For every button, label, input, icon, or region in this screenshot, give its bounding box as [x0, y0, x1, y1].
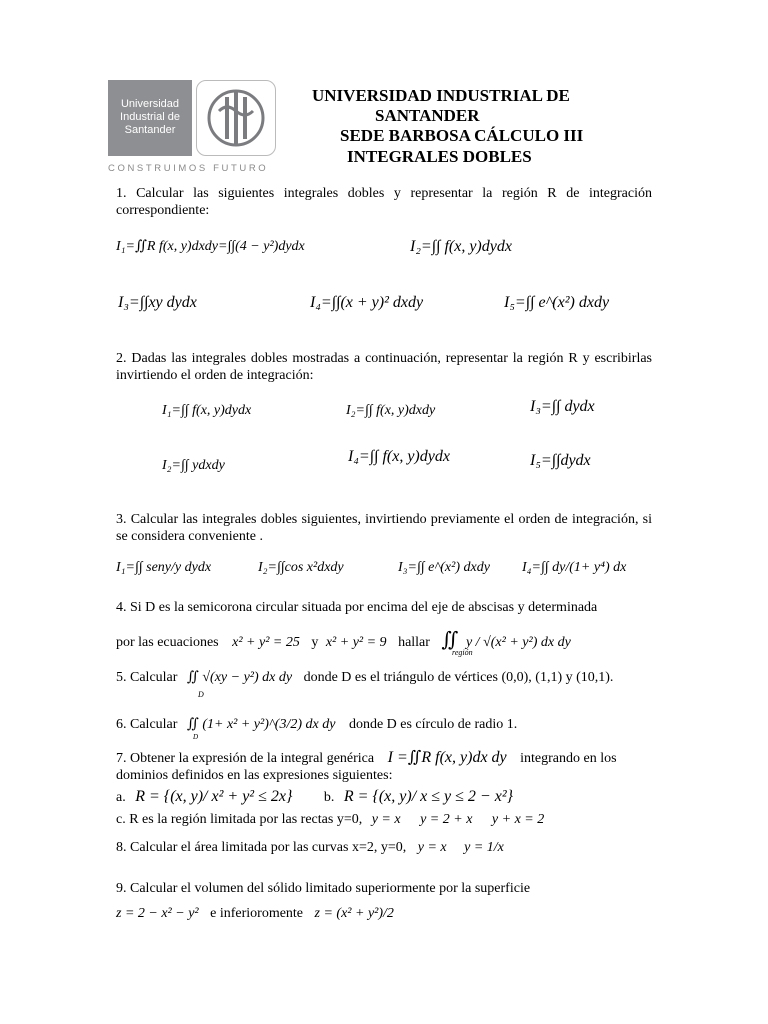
q5-line: [116, 669, 613, 686]
q7-c-eq-3: y + x = 2: [491, 812, 545, 827]
q9-text: 9. Calcular el volumen del sólido limitado superiormente por la superficie: [116, 881, 531, 896]
q3-integral-2: I₂=∫∫cos x²dxdy: [258, 560, 344, 575]
q7-line-1: [116, 747, 617, 767]
q3-integral-4: I₄=∫∫ dy/(1+ y⁴) dx: [522, 560, 627, 575]
q4-text: 4. Si D es la semicorona circular situada por encima del eje de abscisas y determinada: [116, 600, 598, 615]
q2-integral-2: I₂=∫∫ f(x, y)dxdy: [346, 403, 436, 418]
q1-integral-3: I₃=∫∫xy dydx: [118, 294, 197, 311]
logo-line-1: Universidad: [120, 98, 180, 110]
q4-line-2: [116, 627, 571, 652]
university-logo-name-block: [108, 80, 192, 156]
logo-tagline: CONSTRUIMOS FUTURO: [108, 163, 269, 174]
q3-text: 3. Calcular las integrales dobles siguientes, invirtiendo previamente el orden de integración, si se considera conveniente .: [116, 512, 652, 544]
q8-text: 8. Calcular el área limitada por las curvas x=2, y=0,: [116, 840, 407, 855]
q3-integral-3: I₃=∫∫ e^(x²) dxdy: [398, 560, 490, 575]
uis-emblem-icon: [197, 81, 275, 155]
q7-integral: I =∬R f(x, y)dx dy: [387, 749, 507, 766]
q8-line: [116, 840, 504, 856]
q2-text: 2. Dadas las integrales dobles mostradas a continuación, representar la región R y escribirlas invirtiendo el orden de integración:: [116, 351, 652, 383]
q4-double-integral-icon: ∬: [441, 629, 459, 651]
q7-text-2: integrando en los: [520, 751, 617, 766]
logo-line-3: Santander: [124, 124, 176, 136]
q7-c-eq-2: y = 2 + x: [420, 812, 473, 827]
q2-integral-2b: I₂=∫∫ ydxdy: [162, 458, 225, 473]
header-line-2: SANTANDER: [375, 106, 480, 125]
logo-line-2: Industrial de: [120, 111, 180, 123]
q7-c-text: c. R es la región limitada por las rectas y=0,: [116, 812, 363, 827]
q5-rest: donde D es el triángulo de vértices (0,0), (1,1) y (10,1).: [303, 670, 614, 685]
q6-rest: donde D es círculo de radio 1.: [348, 717, 518, 732]
q8-eq-2: y = 1/x: [464, 840, 504, 855]
logo-text: [108, 98, 192, 137]
q7-text: 7. Obtener la expresión de la integral genérica: [116, 751, 375, 766]
header-line-1: UNIVERSIDAD INDUSTRIAL DE: [312, 86, 570, 105]
q2-integral-3: I₃=∫∫ dydx: [530, 398, 595, 415]
q7-line-c: [116, 812, 544, 828]
q4-hallar: hallar: [398, 635, 430, 650]
q9-eq-1: z = 2 − x² − y²: [116, 906, 199, 921]
uis-emblem-logo: [196, 80, 276, 156]
q2-integral-4: I₄=∫∫ f(x, y)dydx: [348, 448, 450, 465]
q7-b-set: R = {(x, y)/ x ≤ y ≤ 2 − x²}: [343, 788, 514, 805]
q9-eq-2: z = (x² + y²)/2: [314, 906, 394, 921]
q6-integral: ∬ (1+ x² + y²)^(3/2) dx dy: [186, 717, 336, 732]
q9-mid: e inferioromente: [210, 906, 304, 921]
q4-eq-2: x² + y² = 9: [325, 635, 387, 650]
q7-line-ab: [116, 788, 513, 806]
q6-label: 6. Calcular: [116, 717, 178, 732]
q2-integral-1: I₁=∫∫ f(x, y)dydx: [162, 403, 252, 418]
q1-integral-5: I₅=∫∫ e^(x²) dxdy: [504, 294, 610, 311]
q1-integral-4: I₄=∫∫(x + y)² dxdy: [310, 294, 424, 311]
q6-line: [116, 716, 517, 733]
q5-domain-label: D: [198, 690, 204, 699]
q1-text: 1. Calcular las siguientes integrales dobles y representar la región R de integración correspondiente:: [116, 186, 652, 218]
q7-b-label: b.: [323, 790, 335, 805]
q7-a-label: a.: [116, 790, 126, 805]
header-line-3: SEDE BARBOSA CÁLCULO III: [340, 126, 584, 145]
q4-region-label: región: [452, 648, 473, 657]
header-line-4: INTEGRALES DOBLES: [347, 147, 532, 166]
q8-eq-1: y = x: [417, 840, 447, 855]
q7-text-3: dominios definidos en las expresiones siguientes:: [116, 768, 393, 783]
q1-integral-1: I₁=∬R f(x, y)dxdy=∫∫(4 − y²)dydx: [116, 239, 305, 254]
q7-c-eq-1: y = x: [371, 812, 401, 827]
q5-label: 5. Calcular: [116, 670, 178, 685]
q6-domain-label: D: [193, 733, 199, 741]
q7-a-set: R = {(x, y)/ x² + y² ≤ 2x}: [135, 788, 293, 805]
q1-integral-2: I₂=∫∫ f(x, y)dydx: [410, 238, 512, 255]
q5-integral: ∬ √(xy − y²) dx dy: [186, 670, 293, 685]
q4-eq-1: x² + y² = 25: [232, 635, 300, 650]
q4-y: y: [311, 635, 319, 650]
q4-text-2: por las ecuaciones: [116, 635, 219, 650]
q2-integral-5: I₅=∫∫dydx: [530, 452, 591, 469]
q9-line-2: [116, 906, 394, 922]
q3-integral-1: I₁=∫∫ seny/y dydx: [116, 560, 212, 575]
q4-integrand: y / √(x² + y²) dx dy: [465, 635, 571, 650]
